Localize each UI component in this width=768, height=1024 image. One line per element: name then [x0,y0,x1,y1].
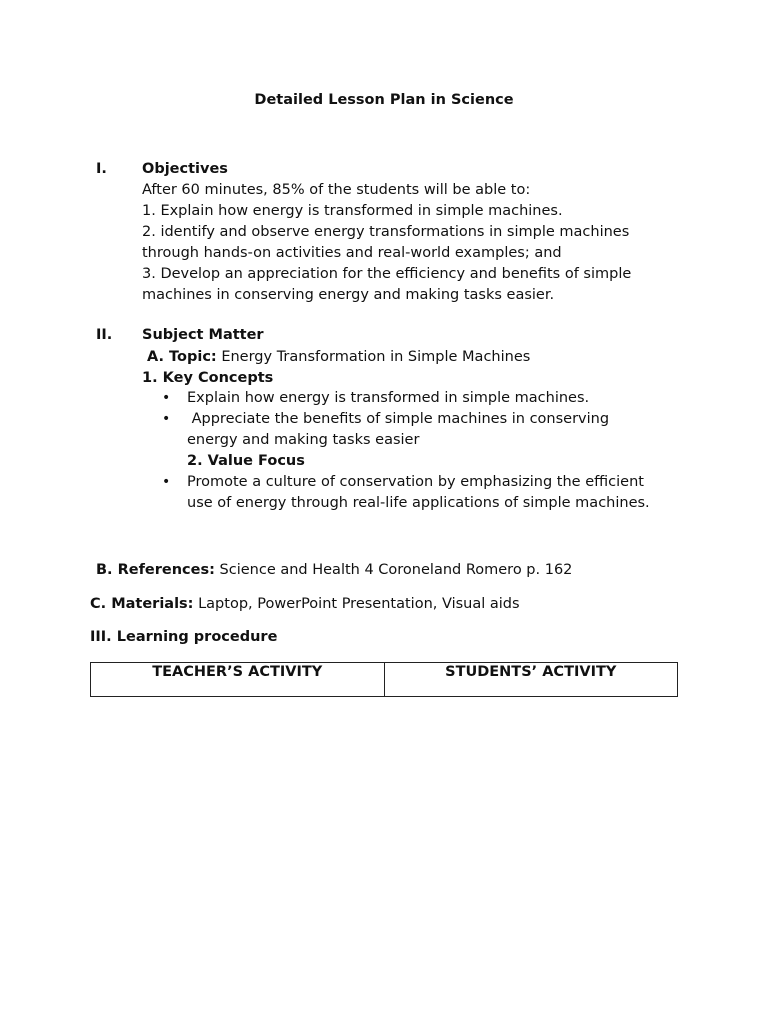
references-value: Science and Health 4 Coroneland Romero p. 162 [214,562,573,578]
learning-procedure-heading: III. Learning procedure [90,629,278,645]
key-concept-item-continued: energy and making tasks easier [187,432,420,448]
objectives-line: machines in conserving energy and making tasks easier. [142,287,555,303]
objectives-numeral: I. [96,161,107,177]
objectives-line: 3. Develop an appreciation for the efficiency and benefits of simple [142,266,632,282]
table-row [91,663,678,697]
subject-matter-heading: Subject Matter [142,327,264,343]
references-label: B. References: [96,562,215,578]
references-line [96,560,572,581]
value-focus-item-continued: use of energy through real-life applications of simple machines. [187,495,650,511]
objectives-heading: Objectives [142,161,228,177]
document-title: Detailed Lesson Plan in Science [254,92,514,108]
objectives-line: 1. Explain how energy is transformed in simple machines. [142,203,563,219]
topic-line [147,347,530,368]
teacher-activity-header: TEACHER’S ACTIVITY [91,663,385,697]
materials-label: C. Materials: [90,596,194,612]
value-focus-heading: 2. Value Focus [187,453,305,469]
bullet-icon: • [162,474,171,490]
students-activity-header: STUDENTS’ ACTIVITY [384,663,678,697]
materials-line [90,594,520,615]
activity-table [90,662,678,697]
objectives-line: 2. identify and observe energy transformations in simple machines [142,224,630,240]
objectives-line: through hands-on activities and real-world examples; and [142,245,562,261]
topic-value: Energy Transformation in Simple Machines [216,349,531,365]
value-focus-item: Promote a culture of conservation by emphasizing the efficient [187,474,644,490]
key-concept-item: Explain how energy is transformed in simple machines. [187,390,590,406]
bullet-icon: • [162,390,171,406]
subject-matter-numeral: II. [96,327,113,343]
bullet-icon: • [162,411,171,427]
objectives-line: After 60 minutes, 85% of the students will be able to: [142,182,531,198]
materials-value: Laptop, PowerPoint Presentation, Visual aids [193,596,520,612]
key-concept-item: Appreciate the benefits of simple machines in conserving [187,411,610,427]
topic-label: A. Topic: [147,349,217,365]
key-concepts-heading: 1. Key Concepts [142,370,274,386]
